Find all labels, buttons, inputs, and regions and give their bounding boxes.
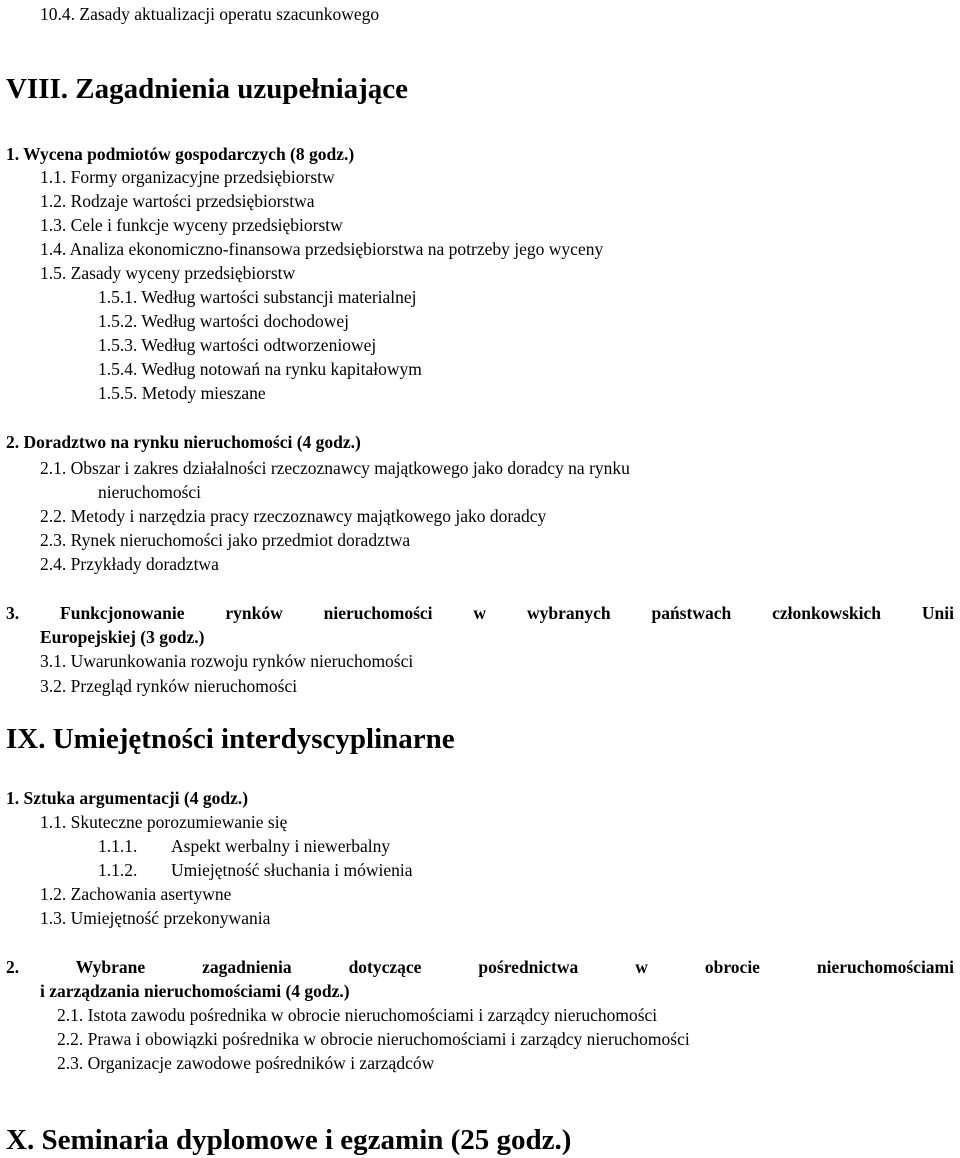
list-item: 1.1. Formy organizacyjne przedsiębiorstw xyxy=(40,167,335,187)
list-subitem: 1.5.4. Według notowań na rynku kapitałowym xyxy=(98,359,422,379)
previous-section-item: 10.4. Zasady aktualizacji operatu szacunkowego xyxy=(40,4,380,24)
list-item: 1.4. Analiza ekonomiczno-finansowa przedsiębiorstwa na potrzeby jego wyceny xyxy=(40,239,604,259)
list-item: 1.3. Umiejętność przekonywania xyxy=(40,908,271,928)
section-heading-ix: IX. Umiejętności interdyscyplinarne xyxy=(6,723,455,755)
subsection-title: 1. Wycena podmiotów gospodarczych (8 godz.) xyxy=(6,144,355,164)
subsection-title: 2. Wybrane zagadnienia dotyczące pośrednictwa w obrocie nieruchomościami xyxy=(6,957,954,977)
subsection-title: 1. Sztuka argumentacji (4 godz.) xyxy=(6,788,249,808)
list-item: 2.2. Metody i narzędzia pracy rzeczoznawcy majątkowego jako doradcy xyxy=(40,506,547,526)
subsection-title-continuation: i zarządzania nieruchomościami (4 godz.) xyxy=(40,981,350,1001)
subsection-title: 2. Doradztwo na rynku nieruchomości (4 godz.) xyxy=(6,432,361,452)
list-item: 2.4. Przykłady doradztwa xyxy=(40,554,219,574)
list-item: 1.3. Cele i funkcje wyceny przedsiębiorstw xyxy=(40,215,343,235)
list-subitem: 1.5.3. Według wartości odtworzeniowej xyxy=(98,335,377,355)
list-item: 1.2. Rodzaje wartości przedsiębiorstwa xyxy=(40,191,315,211)
list-subitem: 1.5.1. Według wartości substancji materialnej xyxy=(98,287,417,307)
list-item: 3.2. Przegląd rynków nieruchomości xyxy=(40,676,298,696)
section-heading-viii: VIII. Zagadnienia uzupełniające xyxy=(6,73,409,105)
list-item: 2.2. Prawa i obowiązki pośrednika w obrocie nieruchomościami i zarządcy nieruchomości xyxy=(57,1029,690,1049)
list-item: 1.1. Skuteczne porozumiewanie się xyxy=(40,812,288,832)
subsection-title: 3. Funkcjonowanie rynków nieruchomości w wybranych państwach członkowskich Unii xyxy=(6,603,954,623)
list-item: 2.3. Rynek nieruchomości jako przedmiot doradztwa xyxy=(40,530,411,550)
list-item: 1.2. Zachowania asertywne xyxy=(40,884,232,904)
list-subitem: 1.5.2. Według wartości dochodowej xyxy=(98,311,349,331)
list-subitem: 1.1.1. Aspekt werbalny i niewerbalny xyxy=(98,836,391,856)
list-item: 1.5. Zasady wyceny przedsiębiorstw xyxy=(40,263,296,283)
list-item: 2.1. Obszar i zakres działalności rzeczoznawcy majątkowego jako doradcy na rynku xyxy=(40,458,630,478)
list-item: 2.1. Istota zawodu pośrednika w obrocie nieruchomościami i zarządcy nieruchomości xyxy=(57,1005,658,1025)
section-heading-x: X. Seminaria dyplomowe i egzamin (25 godz.) xyxy=(6,1124,572,1156)
list-subitem: 1.1.2. Umiejętność słuchania i mówienia xyxy=(98,860,413,880)
subsection-title-continuation: Europejskiej (3 godz.) xyxy=(40,627,205,647)
list-item: 3.1. Uwarunkowania rozwoju rynków nieruchomości xyxy=(40,651,414,671)
list-item-continuation: nieruchomości xyxy=(98,482,202,502)
list-item: 2.3. Organizacje zawodowe pośredników i zarządców xyxy=(57,1053,435,1073)
list-subitem: 1.5.5. Metody mieszane xyxy=(98,383,266,403)
